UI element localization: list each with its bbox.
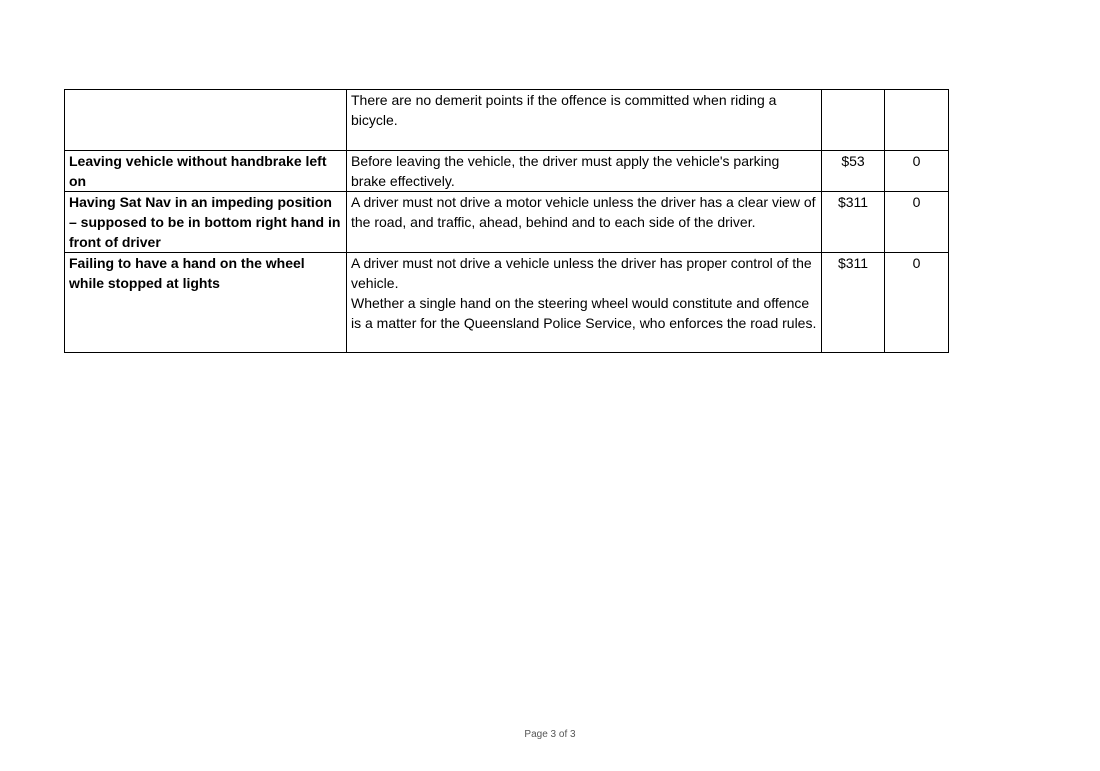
table-row [65,90,949,151]
table-row [65,192,949,253]
demerit-points-cell: 0 [885,253,949,353]
description-paragraph: There are no demerit points if the offence is committed when riding a bicycle. [351,92,777,128]
description-cell [347,253,822,353]
description-paragraph: Whether a single hand on the steering wheel would constitute and offence is a matter for the Queensland Police Service, who enforces the road rules. [351,295,817,331]
offence-cell: Failing to have a hand on the wheel while stopped at lights [65,253,347,353]
fine-cell: $53 [822,151,885,192]
description-cell [347,192,822,253]
offence-cell: Leaving vehicle without handbrake left on [65,151,347,192]
table-row [65,151,949,192]
fine-cell [822,90,885,151]
table-row [65,253,949,353]
description-paragraph: Before leaving the vehicle, the driver must apply the vehicle's parking brake effectively. [351,153,780,189]
demerit-points-cell [885,90,949,151]
description-paragraph: A driver must not drive a motor vehicle unless the driver has a clear view of the road, and traffic, ahead, behind and to each side of the driver. [351,194,816,230]
offence-table [64,89,949,353]
offence-cell [65,90,347,151]
offence-cell: Having Sat Nav in an impeding position – supposed to be in bottom right hand in front of driver [65,192,347,253]
description-paragraph: A driver must not drive a vehicle unless the driver has proper control of the vehicle. [351,255,812,291]
demerit-points-cell: 0 [885,151,949,192]
demerit-points-cell: 0 [885,192,949,253]
description-cell [347,90,822,151]
description-cell [347,151,822,192]
page-number: Page 3 of 3 [524,729,576,740]
fine-cell: $311 [822,192,885,253]
fine-cell: $311 [822,253,885,353]
